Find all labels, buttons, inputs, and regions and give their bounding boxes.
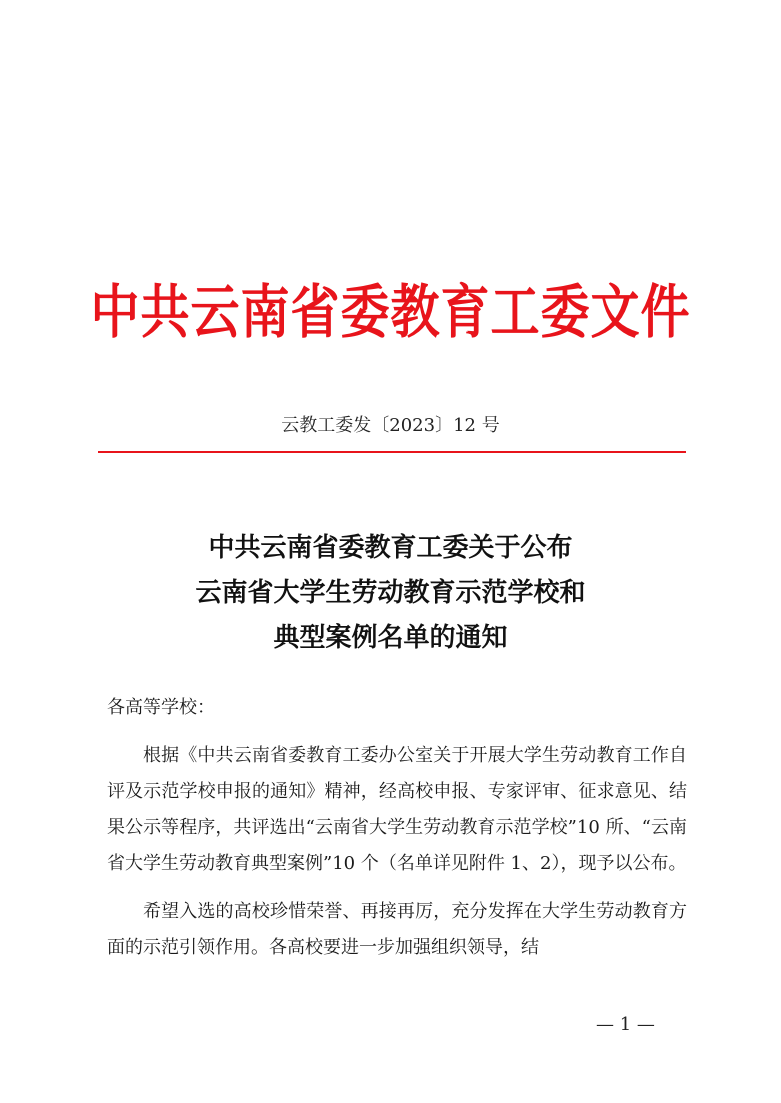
salutation: 各高等学校：	[107, 697, 215, 718]
page-number: — 1 —	[596, 1014, 655, 1035]
title-line-2: 云南省大学生劳动教育示范学校和	[195, 578, 586, 608]
title-line-3: 典型案例名单的通知	[273, 623, 508, 653]
title-line-1: 中共云南省委教育工委关于公布	[208, 533, 573, 563]
document-body	[107, 690, 687, 966]
red-divider-line	[98, 451, 686, 453]
body-paragraph-1: 根据《中共云南省委教育工委办公室关于开展大学生劳动教育工作自评及示范学校申报的通知》精神，经高校申报、专家评审、征求意见、结果公示等程序，共评选出“云南省大学生劳动教育示范学校”10 所、“云南省大学生劳动教育典型案例”10 个（名单详见附件 1、2），现予以公布。	[107, 745, 687, 874]
body-paragraph-2: 希望入选的高校珍惜荣誉、再接再厉，充分发挥在大学生劳动教育方面的示范引领作用。各高校要进一步加强组织领导，结	[107, 901, 687, 958]
document-masthead: 中共云南省委教育工委文件	[90, 277, 691, 347]
document-title	[0, 526, 781, 661]
document-number: 云教工委发〔2023〕12 号	[281, 415, 500, 436]
